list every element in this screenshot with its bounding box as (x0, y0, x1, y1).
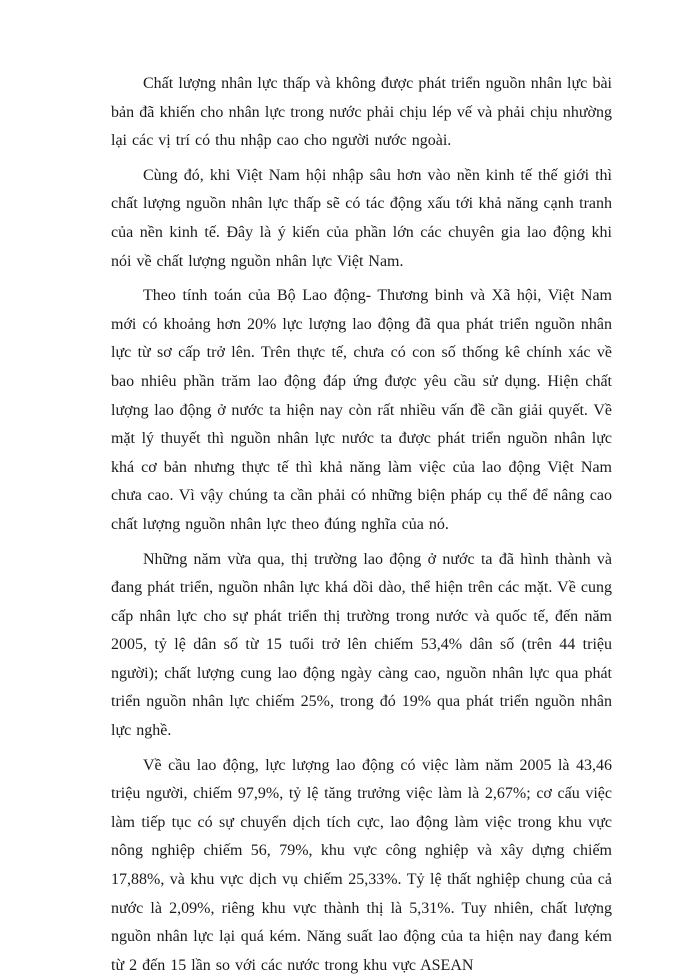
paragraph-4: Những năm vừa qua, thị trường lao động ở nước ta đã hình thành và đang phát triển, nguồn nhân lực khá dồi dào, thể hiện trên các mặt. Về cung cấp nhân lực cho sự phát triển thị trường trong nước và quốc tế, đến năm 2005, tỷ lệ dân số từ 15 tuổi trở lên chiếm 53,4% dân số (trên 44 triệu người); chất lượng cung lao động ngày càng cao, nguồn nhân lực qua phát triển nguồn nhân lực chiếm 25%, trong đó 19% qua phát triển nguồn nhân lực nghề. (111, 550, 612, 740)
paragraph-3: Theo tính toán của Bộ Lao động- Thương binh và Xã hội, Việt Nam mới có khoảng hơn 20% lực lượng lao động đã qua phát triển nguồn nhân lực từ sơ cấp trở lên. Trên thực tế, chưa có con số thống kê chính xác về bao nhiêu phần trăm lao động đáp ứng được yêu cầu sử dụng. Hiện chất lượng lao động ở nước ta hiện nay còn rất nhiều vấn đề cần giải quyết. Về mặt lý thuyết thì nguồn nhân lực nước ta được phát triển nguồn nhân lực khá cơ bản nhưng thực tế thì khả năng làm việc của lao động Việt Nam chưa cao. Vì vậy chúng ta cần phải có những biện pháp cụ thể để nâng cao chất lượng nguồn nhân lực theo đúng nghĩa của nó. (111, 287, 612, 533)
paragraph-2: Cùng đó, khi Việt Nam hội nhập sâu hơn vào nền kinh tế thế giới thì chất lượng nguồn nhân lực thấp sẽ có tác động xấu tới khả năng cạnh tranh của nền kinh tế. Đây là ý kiến của phần lớn các chuyên gia lao động khi nói về chất lượng nguồn nhân lực Việt Nam. (111, 166, 612, 270)
paragraph-1: Chất lượng nhân lực thấp và không được phát triển nguồn nhân lực bài bản đã khiến cho nhân lực trong nước phải chịu lép vế và phải chịu nhường lại các vị trí có thu nhập cao cho người nước ngoài. (111, 75, 612, 150)
paragraph-5: Về cầu lao động, lực lượng lao động có việc làm năm 2005 là 43,46 triệu người, chiếm 97,9%, tỷ lệ tăng trưởng việc làm là 2,67%; cơ cấu việc làm tiếp tục có sự chuyển dịch tích cực, lao động làm việc trong khu vực nông nghiệp chiếm 56, 79%, khu vực công nghiệp và xây dựng chiếm 17,88%, và khu vực dịch vụ chiếm 25,33%. Tỷ lệ thất nghiệp chung của cả nước là 2,09%, riêng khu vực thành thị là 5,31%. Tuy nhiên, chất lượng nguồn nhân lực lại quá kém. Năng suất lao động của ta hiện nay đang kém từ 2 đến 15 lần so với các nước trong khu vực ASEAN (111, 756, 612, 974)
